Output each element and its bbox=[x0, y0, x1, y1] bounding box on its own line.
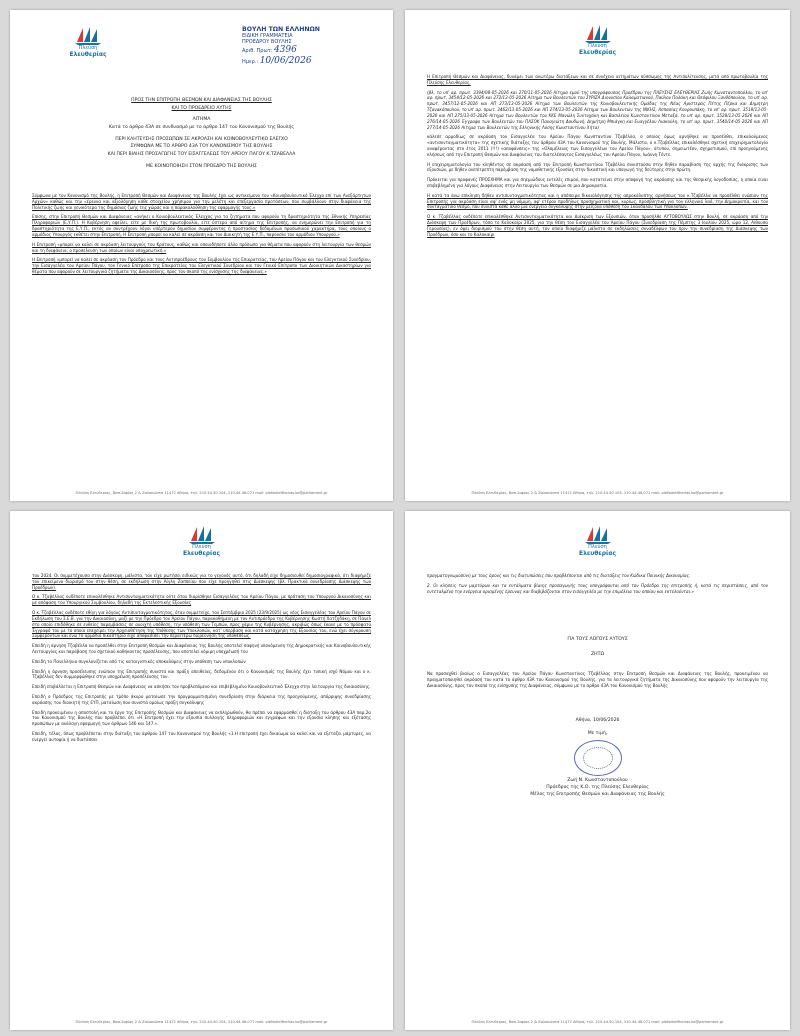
closing-section bbox=[405, 637, 790, 659]
page1-body bbox=[32, 193, 371, 279]
page3-body bbox=[32, 573, 371, 747]
references: (βλ. το υπ' αρ. πρωτ. 3394/08-05-2026 και 270/11-05-2026 Αίτημα εμού της υπογράφουσας Προέδρου της ΠΛΕΥΣΗΣ ΕΛΕΥΘΕΡΙΑΣ Ζωής Κωνσταντοπούλου, το υπ' αρ. πρωτ. 3454/12-05-2026 και 272/13-05-2026 Αίτημα των Βουλευτών του ΣΥΡΙΖΑ Διονυσίου Καλαματιανού, Παύλου Πολάκη και Θεόφιλου Ξανθόπουλου, το υπ' αρ. πρωτ. 3457/12-05-2026 και ΑΠ 273/13-05-2026 Αίτημα των Βουλευτών της Κοινοβουλευτικής Ομάδας της Νέας Αριστεράς Πέτης Πέρκα και Δημήτρη Τζανακόπουλου, το υπ' αρ. πρωτ. 3462/13-05-2026 και ΑΠ 274/13-05-2026 Αίτημα των Βουλευτών της ΝΙΚΗΣ, Ασπασίας Κουρουπάκη, το υπ' αρ. πρωτ. 3518/13-05-2026 και ΑΠ 275/13-05-2026 Αίτημα των Βουλευτών του ΚΚΕ Μανώλη Συντυχάκη και Βασιλείου Κωνσταντίνου Μεταξά, το υπ' αρ. πρωτ. 3528/13-05-2026 και ΑΠ 276/14-05-2026 Έγγραφο των Βουλευτών του ΠΑΣΟΚ Παναγιώτη Δουδωνή, Δημήτρη Μπιάγκη και Ευαγγέλου Λιακούλη, το υπ' αρ. πρωτ. 3540/14-05-2026 και ΑΠ 277/14-05-2026 Αίτημα των Βουλευτών της Ελληνικής Λύσης Κωνσταντίνου Χήτα) bbox=[427, 89, 768, 130]
sailboat-icon bbox=[187, 525, 217, 545]
page2-body bbox=[427, 74, 768, 242]
document-page-1 bbox=[10, 10, 393, 501]
paragraph: Επειδή η άρνηση Τζαβέλλα να προσέλθει στην Επιτροπή Θεσμών και Διαφάνειας της Βουλής αποτελεί σαφηνή υπονόμευση της Δημοκρατικής και Κοινοβουλευτικής Λειτουργίας και παράβαση του σχετικού καθήκοντος προσέλευσης, που αποτελεί νόμιμη υποχρέωσή του bbox=[32, 643, 371, 654]
logo-text-2: Ελευθερίας bbox=[69, 50, 107, 58]
paragraph: Επειδή ο Πρόεδρος της Επιτροπής με τρόπο άκυρο ματαίωσε την προγραμματισμένη συνεδρίαση στην διάρκεια της προηγούμενης, απόρριψης συνεδρίασης ακρόασης του διοικητή της ΕΥΠ, ματαίωση που συνιστά ομοίως πράξη συγκάλυψης bbox=[32, 694, 371, 705]
paragraph: Επειδή επιβάλλεται η Επιτροπή Θεσμών και Διαφάνειας να ασκήσει τον προβλεπόμενο και επιβεβλημένο Κοινοβουλευτικό Έλεγχο στην λειτουργία της δικαιοσύνης. bbox=[32, 684, 371, 690]
logo-text-2: Ελευθερίας bbox=[578, 549, 617, 557]
logo-text-1: Πλεύση bbox=[588, 544, 607, 550]
paragraph: Επειδή προκειμένου η αποστολή και το έργο της Επιτροπής Θεσμών και Διαφάνειας να εκπληρωθούν, θα πρέπει να εφαρμοσθεί η διάταξη του άρθρου 43Α παρ.2α του Κανονισμού της Βουλής που προβλέπει ότι «Η Επιτροπή έχει την εξουσία συλλογής πληροφοριών και εγγράφων και την εξουσία κλήσης και εξέτασης προσώπων με ανάλογη εφαρμογή των άρθρων 146 και 147.». bbox=[32, 709, 371, 727]
page-footer: Πλεύση Ελευθερίας, Βασ.Σοφίας 2 & Ζαλοκώστα 11472 Αθήνα, τηλ. 210.44.50.104, 210.44.46.071 mail: plefsieleftherias.ko@parliament.gr bbox=[471, 1020, 724, 1024]
subject-line-2: ΣΥΜΦΩΝΑ ΜΕ ΤΟ ΑΡΘΡΟ 43Α ΤΟΥ ΚΑΝΟΝΙΣΜΟΥ ΤΗΣ ΒΟΥΛΗΣ bbox=[130, 144, 273, 150]
stamp-prot-number: 4396 bbox=[273, 45, 297, 56]
sailboat-icon bbox=[583, 24, 613, 44]
signer-name: Ζωή Ν. Κωνσταντοπούλου bbox=[567, 777, 628, 783]
paragraph: Επειδή η άρνηση προσέλευσης ενώπιον της Επιτροπής συνιστά και πράξη απειθείας, δεδομένου ότι ο Κανονισμός της Βουλής έχει τυπική ισχύ Νόμου και ο κ. Τζαβέλλας δεν συμμορφώθηκε στην υποχρέωση προσέλευσης του. bbox=[32, 668, 371, 680]
document-page-3 bbox=[10, 511, 393, 1030]
sailboat-icon bbox=[73, 26, 103, 46]
paragraph: Η επιχειρηματολογία του κληθέντος σε ακρόαση από την Επιτροπή Κωνσταντίνου Τζαβέλλα συνιστούσα στην δήθεν παραβίαση της αρχής της διάκρισης των εξουσιών, με δήθεν ανεπίτρεπτη παρέμβαση της νομοθετικής εξουσίας στην δικαστική και υπαγωγή της δεύτερης στην πρώτη. bbox=[427, 161, 768, 173]
signer-role-1: Πρόεδρος της Κ.Ο. της Πλεύσης Ελευθερίας bbox=[546, 784, 649, 790]
parliament-stamp bbox=[242, 26, 362, 67]
stamp-date: 10/06/2026 bbox=[259, 56, 312, 67]
paragraph: Η Επιτροπή Θεσμών και Διαφάνειας, δυνάμει των ανωτέρω διατάξεων και σε συνέχεια αιτημάτων σύσσωμης της Αντιπολίτευσης, μετά από πρωτοβουλία της Πλεύσης Ελευθερίας, bbox=[427, 74, 768, 85]
request-verb: ΖΗΤΩ bbox=[591, 651, 604, 657]
place-date: Αθήνα, 10/06/2026 bbox=[575, 718, 620, 723]
paragraph: Ο κ. Τζαβέλλας ουδέποτε επικαλέσθηκε Αντισυνταγματικότητα ούτε όταν διορίσθηκε Εισαγγελέας του Αρείου Πάγου, με πρόταση του Υπουργού Δικαιοσύνης και με απόφαση του Υπουργικού Συμβουλίου, δηλαδή της Εκτελεστικής Εξουσίας bbox=[32, 594, 371, 606]
paragraph: Επειδή, τέλος, όπως προβλέπεται στην διάταξη του άρθρου 147 του Κανονισμού της Βουλής «1.Η επιτροπή έχει δικαίωμα να καλεί και να εξετάζει μάρτυρες, να ενεργεί αυτοψία ή να διατάσσει bbox=[32, 731, 371, 742]
addressee-line-1: ΠΡΟΣ ΤΗΝ ΕΠΙΤΡΟΠΗ ΘΕΣΜΩΝ ΚΑΙ ΔΙΑΦΑΝΕΙΑΣ ΤΗΣ ΒΟΥΛΗΣ bbox=[131, 98, 272, 103]
subject-line-3: ΚΑΙ ΠΕΡΙ ΒΙΑΙΗΣ ΠΡΟΣΑΓΩΓΗΣ ΤΟΥ ΕΙΣΑΓΓΕΛΕΩΣ ΤΟΥ ΑΡΕΙΟΥ ΠΑΓΟΥ Κ.ΤΖΑΒΕΛΛΑ bbox=[107, 151, 296, 157]
demand-text: Να προσαχθεί βιαίως ο Εισαγγελέας του Αρείου Πάγου Κωνσταντίνος Τζαβέλλας στην Επιτροπή Θεσμών και Διαφάνειας της Βουλής, προκειμένου να πραγματοποιηθεί ακρόασή του κατά το άρθρο 43Α του Κανονισμού της Βουλής, για τα λειτουργικά ζητήματα της Δικαιοσύνης που αφορούν την λειτουργία της Δικαιοσύνης, προς τον σκοπό της ενίσχυσης της Διαφάνειας, σύμφωνα με το άρθρο 43Α του Κανονισμού της Βουλής bbox=[427, 671, 768, 688]
logo-text-2: Ελευθερίας bbox=[578, 48, 617, 56]
paragraph: Η κατά τα άνω επίκληση δήθεν αντισυνταγματικότητας και η απόπειρα δικαιολόγησης της απροκάλυπτης αρνήσεως του κ.Τζαβέλλα να προσέλθει ενώπιον της Επιτροπής για ακρόαση είναι αφ' ενός μη νόμιμη, αφ' ετέρου προδήλως προσχηματική και, κυρίως, προσβλητική για τον ελληνικό λαό, την Δημοκρατία, και τον συνταγματικό θεσμό, που συνιστά κάθε άλλο μια ενέργεια συγκάλυψης στην μείζονα υπόθεση του Σκανδάλου των Υποκλοπών. bbox=[427, 192, 768, 210]
paragraph: Σύμφωνα με τον Κανονισμό της Βουλής, η Επιτροπή Θεσμών και Διαφάνειας της Βουλής έχει ως αντικείμενο τον «Κοινοβουλευτικό Έλεγχο επί των Ανεξάρτητων Αρχών» καθώς και την «έρευνα και αξιολόγηση κάθε στοιχείου χρήσιμου για την μελέτη και επεξεργασία προτάσεων, που συμβάλλουν στην διαφάνεια της Πολιτικής ζωής και γενικότερα της δημόσιας ζωής της χώρας και η παρακολούθηση της εφαρμογής τους.» bbox=[32, 193, 371, 210]
party-logo bbox=[578, 525, 618, 557]
party-logo bbox=[578, 24, 618, 56]
addressee-line-2: ΚΑΙ ΤΟ ΠΡΟΕΔΡΕΙΟ ΑΥΤΗΣ bbox=[171, 105, 232, 111]
stamp-date-label: Ημερ.: bbox=[242, 59, 259, 66]
logo-text-1: Πλεύση bbox=[192, 544, 211, 550]
paragraph: Επίσης, στην Επιτροπή Θεσμών και Διαφάνειας «ανήκει ο Κοινοβουλευτικός Έλεγχος για τα ζητήματα που αφορούν τη δραστηριότητα της Εθνικής Υπηρεσίας Πληροφοριών (Ε.Υ.Π.). Η Κυβέρνηση οφείλει, είτε με δική της πρωτοβουλία, είτε ύστερα από αίτημα της Επιτροπής, να ενημερώνει την Επιτροπή για τη δραστηριότητα της Ε.Υ.Π., εκτός αν συντρέχουν λόγοι υπέρτερου δημοσίου συμφέροντος ή προστασίας δεδομένων προσωπικού χαρακτήρα, τους οποίους ο αρμόδιος Υπουργός εκθέτει στην Επιτροπή. Η Επιτροπή μπορεί να καλεί σε ακρόαση και τον Διοικητή της Ε.Υ.Π., παρουσία του αρμόδιου Υπουργού.» bbox=[32, 214, 371, 237]
subject-line-1: ΠΕΡΙ ΚΛΗΤΕΥΣΗΣ ΠΡΟΣΩΠΩΝ ΣΕ ΑΚΡΟΑΣΗ ΚΑΙ ΚΟΙΝΟΒΟΥΛΕΥΤΙΚΟ ΕΛΕΓΧΟ bbox=[115, 136, 288, 142]
closing-phrase: Με τιμή, bbox=[587, 730, 608, 736]
document-page-4 bbox=[405, 511, 790, 1030]
paragraph: Πρόκειται για προφανές ΠΡΟΣΧΗΜΑ και για σηεμιώδους ευτελές επιμού, που κατατείνει στην αποφυγή της ακρόασης και της θεσμικής λογοδοσίας, η οποία είναι επιβεβλημένη για λόγους Διαφάνειας στην Λειτουργία των Θεσμών σε μια Δημοκρατία. bbox=[427, 177, 768, 188]
page-footer: Πλεύση Ελευθερίας, Βασ.Σοφίας 2 & Ζαλοκώστα 11472 Αθήνα, τηλ. 210.44.50.104, 210.44.46.071 mail: plefsieleftherias.ko@parliament.gr bbox=[75, 491, 328, 495]
signer-role-2: Μέλος της Επιτροπής Θεσμών και Διαφάνειας της Βουλής bbox=[530, 791, 665, 797]
signature-block bbox=[405, 718, 790, 798]
paragraph: Επειδή το Πανελλήνιο συγκλονίζεται από τις καταιγιστικές αποκαλύψεις στην υπόθεση των υποκλοπών bbox=[32, 658, 246, 664]
logo-text-1: Πλεύση bbox=[588, 43, 607, 49]
paragraph: 2. Οι κλήσεις των μαρτύρων και τα εντάλματα βίαιης προσαγωγής τους υπογράφονται από τον Πρόεδρο της επιτροπής ή, κατά τις περιστάσεις, από τον εντεταλμένο την ενέργεια ορισμένης έρευνας και διαβιβάζονται στον εισαγγελέα με την επιμέλεια του οποίου και εκτελούνται.» bbox=[427, 582, 768, 594]
sailboat-icon bbox=[583, 525, 613, 545]
party-logo bbox=[182, 525, 222, 557]
party-seal bbox=[574, 740, 622, 776]
request-heading bbox=[32, 98, 371, 171]
stamp-sub2: ΠΡΟΕΔΡΟΥ ΒΟΥΛΗΣ bbox=[242, 39, 292, 46]
stamp-title: ΒΟΥΛΗ ΤΩΝ ΕΛΛΗΝΩΝ bbox=[242, 26, 320, 33]
paragraph: Ο κ. Τζαβέλλας ουδέποτε επικαλέσθηκε Αντισυνταγματικότητα και Διάκριση των Εξουσιών, όταν προσήλθε ΑΥΤΟΒΟΥΛΩΣ στην Βουλή, σε ακρόαση από την Διάσκεψη των Προέδρων, τόσο το Καλοκαίρι 2025, για την θέση του Εισαγγελέα του Αρείου Πάγου (Συνεδρίαση της Πέμπτης 3 Ιουλίου 2025, ώρα 12, Αίθουσα Γερουσίας), εν όψει διορισμού του στην θέση αυτή, τον οποίο διαφήμιζε μάλιστα σε εκδηλώσεις συναδέλφων του πριν την συνεδρίαση της Διάσκεψης των Προέδρων, όσο και το Καλοκαίρι bbox=[427, 214, 768, 237]
paragraph: Η Επιτροπή «μπορεί να καλεί σε ακρόαση λειτουργούς του Κράτους, καθώς και οποιοδήποτε άλλο πρόσωπο για θέματα που αφορούν στη λειτουργία των θεσμών και τη διαφάνεια, ο προσελευση των οποίων είναι υποχρεωτική.» bbox=[32, 241, 371, 253]
logo-text-1: Πλεύση bbox=[78, 45, 98, 51]
paragraph: Ο κ. Τζαβέλλας ουδέποτε εθίγη για λόγους Αντισυνταγματικότητας, όταν συμμετείχε, τον Σεπτέμβριο 2025 (23/9/2025) ως νέος Εισαγγελέας του Αρείου Πάγου σε Εκδήλωση του Σ.Ε.Β. για την Δικαιοσύνη, μαζί με την Πρόεδρο του Αρείου Πάγου, παρακαθήμενη με τον Αντιπρόεδρο της Κυβέρνησης Κωστή Χατζηδάκη, σε Πάνελ στο οποίο επιδόθηκε σε ευθείες παρεμβάσεις σε ανοιχτή υπόθεση, την υπόθεση των Τεμπών, προς χάριν της Κυβέρνησης, ακριβώς όπως έκανε με το πρόσφατο Έγγραφό του με το οποίο επεχείρει την Αρχειοθέτηση της Υπόθεσης των Υποκλοπών, κατ' υπερβαση και κατά κατάχρηση της Εξουσίας του, ενώ έχει σύγκρουση Συμφερόντων και ενώ το αρμόδιο δικαστήριο είχε αποφασίσει την περαιτέρω διερεύνηση της υποθέσεως. bbox=[32, 610, 371, 639]
cc-line: ΜΕ ΚΟΙΝΟΠΟΙΗΣΗ ΣΤΟΝ ΠΡΟΕΔΡΟ ΤΗΣ ΒΟΥΛΗΣ bbox=[146, 163, 257, 169]
legal-basis: Κατά το άρθρο 43Α σε συνδυασμό με το άρθρο 147 του Κανονισμού της Βουλής bbox=[108, 124, 295, 130]
paragraph: του 2024. Οι συμμετέχουσα στην Διάσκεψη, μάλιστα, τον είχε ρωτήσει ειδικώς για το γεγονός αυτό, ότι δηλαδή είχε δημοσιευθεί δημοσιογραφικά, ότι διαφήμιζε τον επικείμενο διορισμό του στην θέση, σε εκδήλωση στην Αίγλη Ζαππείου που είχε προηγηθεί στις Διάσκεψης (βλ. Πρακτικά συνεδρίασης Διάσκεψης των Προέδρων). bbox=[32, 573, 371, 590]
paragraph: κάλεσε αρμοδίως σε ακρόαση τον Εισαγγελέα του Αρείου Πάγου Κωνσταντίνο Τζαβέλλα, ο οποίος όμως αρνήθηκε να προσέλθει, επικαλούμενος «αντισυνταγματικότητα» της σχετικής διάταξης του άρθρου 43Α του Κανονισμού της Βουλής. Μάλιστα, ο κ.Τζαβέλλας επικαλέσθηκε σχετική επιχειρηματολογία αναφέροντας στο έτος 2011 (!!!) «αποφάνσεις» της «Ολομέλειας των Εισαγγελέων του Αρείου Πάγου», άτυπου, σημειωτέον, σχηματισμού, επί προηγούμενης κλήσεως από την Επιτροπή Θεσμών και Διαφάνειας του διατελέσαντος Εισαγγελέως του Αρείου Πάγου, Ιωάννη Τέντε. bbox=[427, 134, 768, 157]
party-logo bbox=[68, 26, 108, 58]
document-page-2 bbox=[405, 10, 790, 501]
logo-text-2: Ελευθερίας bbox=[182, 549, 221, 557]
paragraph: πραγματογνωμοσύνη με τους όρους και τις διατυπώσεις που προβλέπονται από τις διατάξεις του Κώδικα Ποινικής Δικονομίας. bbox=[427, 573, 691, 578]
paragraph: Η Επιτροπή «μπορεί να καλεί σε ακρόαση τον Πρόεδρο και τους Αντιπροέδρους του Συμβουλίου της Επικρατείας, του Αρείου Πάγου και του Ελεγκτικού Συνεδρίου, την Εισαγγελέα του Αρείου Πάγου, τον Γενικό Επίτροπο της Επικρατείας του Ελεγκτικού Συνεδρίου και τον Γενικό Επίτροπο των Διοικητικών Δικαστηρίων για θέματα που αφορούν σε λειτουργικά ζητήματα της Δικαιοσύνης, προς τον σκοπό της ενίσχυσης της διαφάνειας.» bbox=[32, 257, 371, 274]
page-footer: Πλεύση Ελευθερίας, Βασ.Σοφίας 2 & Ζαλοκώστα 11472 Αθήνα, τηλ. 210.44.50.104, 210.44.46.071 mail: plefsieleftherias.ko@parliament.gr bbox=[75, 1020, 328, 1024]
stamp-prot-label: Αριθ. Πρωτ: bbox=[242, 48, 273, 55]
demand-block bbox=[427, 671, 768, 692]
request-title: ΑΙΤΗΜΑ bbox=[192, 117, 211, 123]
reasons-heading: ΓΙΑ ΤΟΥΣ ΛΟΓΟΥΣ ΑΥΤΟΥΣ bbox=[567, 637, 628, 642]
page4-body bbox=[427, 573, 768, 598]
stamp-sub1: ΕΙΔΙΚΗ ΓΡΑΜΜΑΤΕΙΑ bbox=[242, 33, 293, 40]
page-footer: Πλεύση Ελευθερίας, Βασ.Σοφίας 2 & Ζαλοκώστα 11472 Αθήνα, τηλ. 210.44.50.104, 210.44.46.071 mail: plefsieleftherias.ko@parliament.gr bbox=[471, 491, 724, 495]
